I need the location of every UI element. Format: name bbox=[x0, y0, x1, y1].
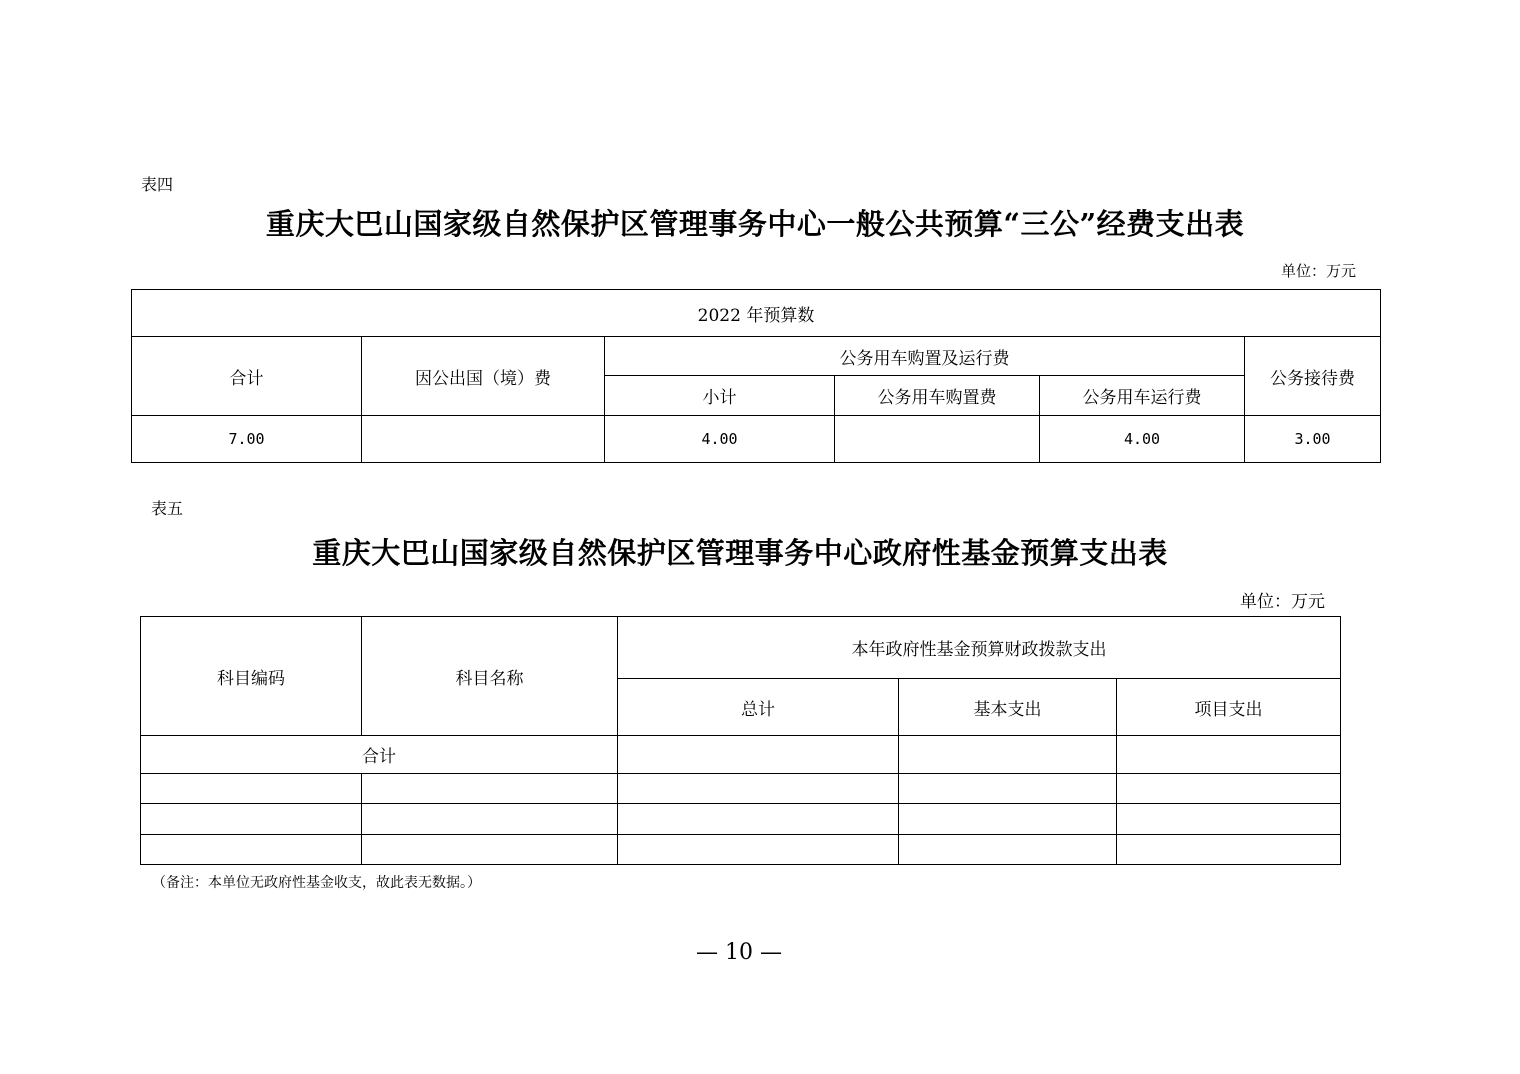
table5-unit: 单位：万元 bbox=[1240, 592, 1325, 612]
table5-government-fund-expenses bbox=[140, 616, 1341, 865]
table4-col-subtotal: 小计 bbox=[605, 376, 835, 416]
table5-cell bbox=[618, 804, 899, 835]
table5-cell bbox=[362, 774, 618, 804]
table5-col-total: 总计 bbox=[618, 679, 899, 736]
table5-cell bbox=[618, 736, 899, 774]
table5-tag: 表五 bbox=[151, 499, 184, 518]
table4-cell-reception: 3.00 bbox=[1245, 416, 1381, 463]
table-row bbox=[141, 804, 1341, 835]
table5-col-name: 科目名称 bbox=[362, 617, 618, 736]
table5-cell bbox=[618, 774, 899, 804]
table5-cell bbox=[1117, 736, 1341, 774]
table5-cell bbox=[1117, 835, 1341, 865]
table-row bbox=[141, 774, 1341, 804]
table5-cell bbox=[899, 804, 1117, 835]
table4-cell-abroad bbox=[362, 416, 605, 463]
table4-cell-subtotal: 4.00 bbox=[605, 416, 835, 463]
table4-unit: 单位：万元 bbox=[1281, 262, 1357, 280]
table-row bbox=[132, 416, 1381, 463]
table5-cell bbox=[362, 804, 618, 835]
table4-title: 重庆大巴山国家级自然保护区管理事务中心一般公共预算“三公”经费支出表 bbox=[265, 207, 1245, 241]
table5-cell bbox=[899, 835, 1117, 865]
table5-col-group: 本年政府性基金预算财政拨款支出 bbox=[618, 617, 1341, 679]
table5-cell bbox=[1117, 774, 1341, 804]
table5-col-basic: 基本支出 bbox=[899, 679, 1117, 736]
table4-col-vehicle-group: 公务用车购置及运行费 bbox=[605, 337, 1245, 376]
table4-three-public-expenses bbox=[131, 289, 1381, 463]
table5-cell bbox=[1117, 804, 1341, 835]
table-row bbox=[141, 736, 1341, 774]
table5-cell bbox=[141, 774, 362, 804]
table4-col-purchase: 公务用车购置费 bbox=[835, 376, 1040, 416]
page-number: — 10 — bbox=[696, 940, 782, 965]
table5-col-code: 科目编码 bbox=[141, 617, 362, 736]
table5-title: 重庆大巴山国家级自然保护区管理事务中心政府性基金预算支出表 bbox=[312, 536, 1168, 570]
table5-col-project: 项目支出 bbox=[1117, 679, 1341, 736]
table4-header-year: 2022 年预算数 bbox=[132, 290, 1381, 337]
table4-cell-purchase bbox=[835, 416, 1040, 463]
table5-cell bbox=[141, 835, 362, 865]
table4-col-total: 合计 bbox=[132, 337, 362, 416]
table5-cell bbox=[141, 804, 362, 835]
table5-cell bbox=[899, 736, 1117, 774]
table4-col-operation: 公务用车运行费 bbox=[1040, 376, 1245, 416]
table5-sum-label: 合计 bbox=[141, 736, 618, 774]
table4-cell-operation: 4.00 bbox=[1040, 416, 1245, 463]
table5-cell bbox=[362, 835, 618, 865]
table5-note: （备注：本单位无政府性基金收支，故此表无数据。） bbox=[152, 875, 481, 891]
table-row bbox=[141, 835, 1341, 865]
table4-tag: 表四 bbox=[141, 175, 174, 194]
table4-col-reception: 公务接待费 bbox=[1245, 337, 1381, 416]
table4-col-abroad: 因公出国（境）费 bbox=[362, 337, 605, 416]
table4-cell-total: 7.00 bbox=[132, 416, 362, 463]
table5-cell bbox=[899, 774, 1117, 804]
table5-cell bbox=[618, 835, 899, 865]
